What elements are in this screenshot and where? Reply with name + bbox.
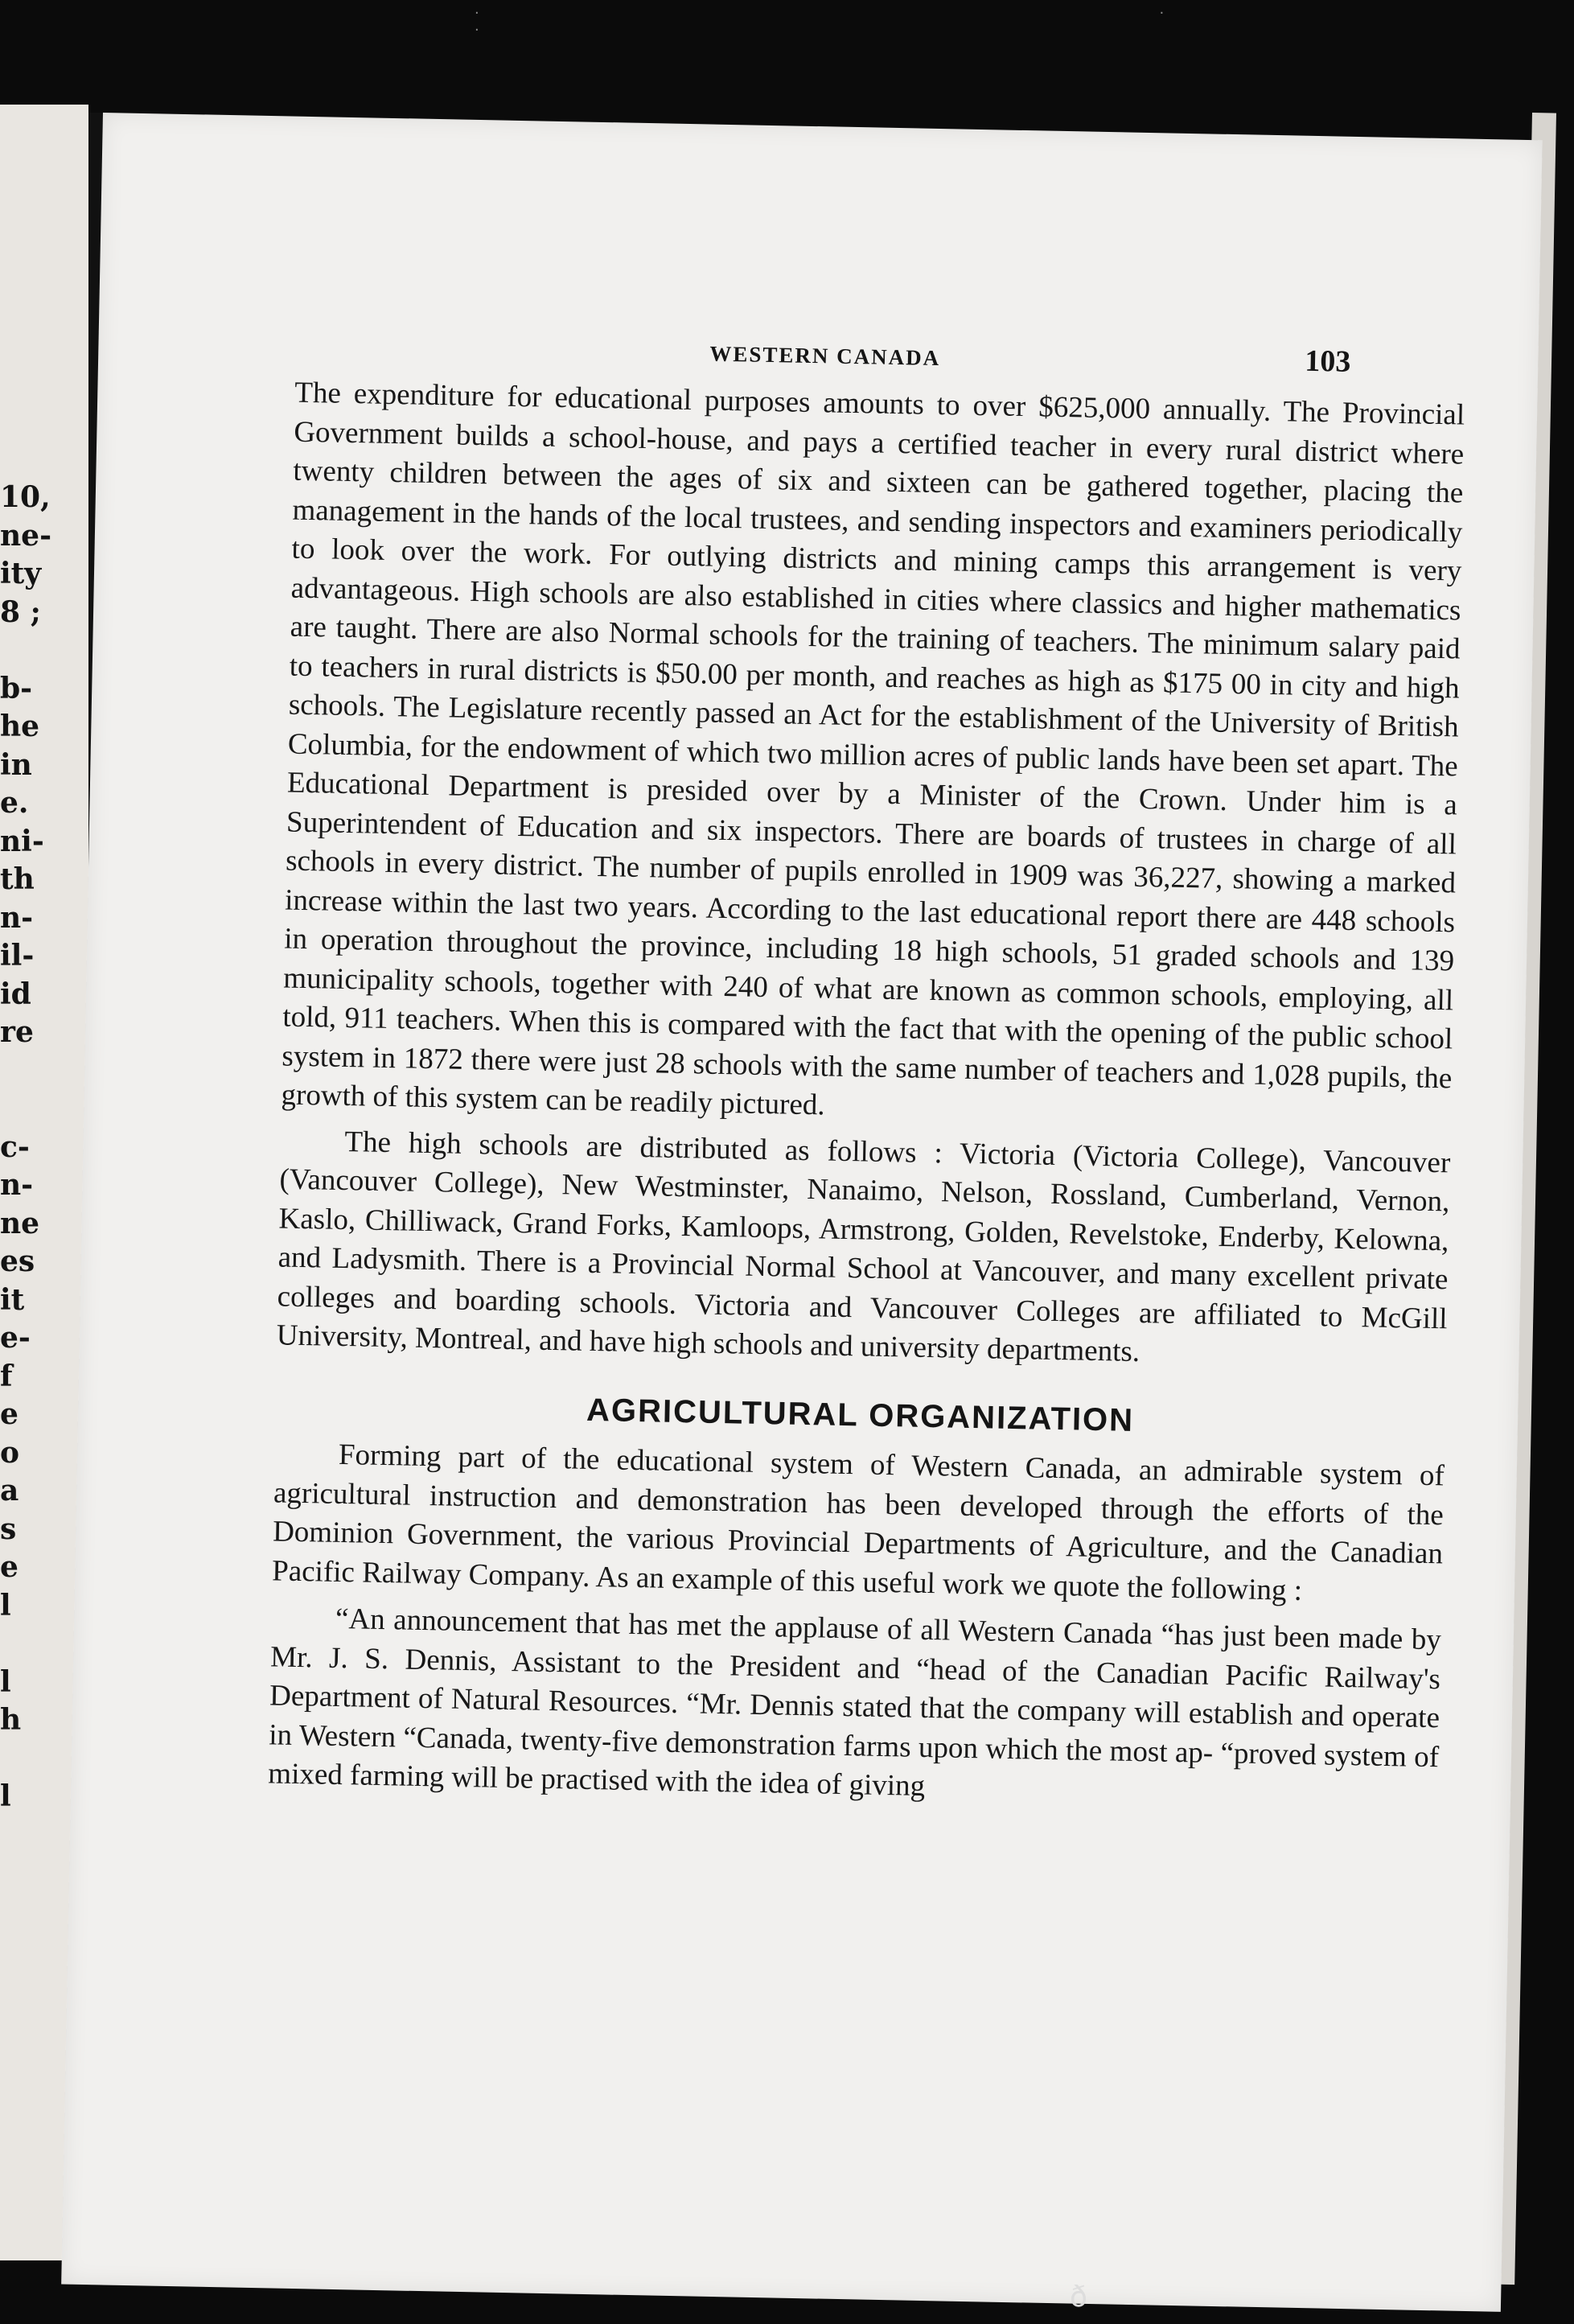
left-fragment <box>0 1625 84 1664</box>
left-fragment: e <box>0 1550 18 1584</box>
left-fragment: a <box>0 1474 19 1508</box>
paragraph-high-schools: The high schools are distributed as follows : Victoria (Victoria College), Vancouver (Vancouver College), New Westminster, Nanaimo, Nelson, Rossland, Cumberland, Vernon, Kaslo, Chilliwack, Grand Forks, Kamloops, Armstrong, Golden, Revelstoke, Enderby, Kelowna, and Ladysmith. There is a Provincial Normal School at Vancouver, and many excellent private colleges and boarding schools. Victoria and Vancouver Colleges are affiliated to McGill University, Montreal, and have high schools and university departments. <box>276 1125 1451 1369</box>
left-fragment: il- <box>0 939 35 973</box>
left-fragment <box>0 1090 84 1129</box>
left-fragment: 10, <box>0 480 51 514</box>
left-fragment: he <box>0 710 40 743</box>
left-fragment: id <box>0 977 31 1011</box>
left-fragment: e- <box>0 1321 31 1355</box>
left-fragment <box>0 631 84 670</box>
left-fragment: o <box>0 1435 20 1470</box>
left-fragment: ne- <box>0 518 52 553</box>
left-page-text-fragments <box>0 479 84 1816</box>
left-fragment <box>0 1052 84 1091</box>
running-head: WESTERN CANADA <box>709 341 941 371</box>
left-fragment: re <box>0 1015 34 1049</box>
left-fragment: c- <box>0 1129 30 1164</box>
left-fragment: ity <box>0 557 42 590</box>
left-fragment: e. <box>0 786 29 820</box>
page-body <box>268 374 1465 1816</box>
left-fragment: ne <box>0 1206 40 1240</box>
left-fragment: ni- <box>0 824 44 858</box>
left-fragment: l <box>0 1588 11 1623</box>
left-fragment: l <box>0 1664 11 1699</box>
left-fragment: l <box>0 1779 11 1813</box>
left-fragment: e <box>0 1397 18 1431</box>
section-heading: AGRICULTURAL ORGANIZATION <box>586 1392 1135 1438</box>
paragraph-education-expenditure: The expenditure for educational purposes amounts to over $625,000 annually. The Provincial Government builds a school-house, and pays a certified teacher in every rural district where twenty children between the ages of six and sixteen can be gathered together, placing the management in the hands of the local trustees, and sending inspectors and examiners periodically to look over the work. For outlying districts and mining camps this arrangement is very advantageous. High schools are also established in cities where classics and higher mathematics are taught. There are also Normal schools for the training of teachers. The minimum salary paid to teachers in rural districts is $50.00 per month, and reaches as high as $175 00 in city and high schools. The Legislature recently passed an Act for the establishment of the University of British Columbia, for the endowment of which two million acres of public lands have been set apart. The Educational Department is presided over by a Minister of the Crown. Under him is a Superintendent of Education and six inspectors. There are boards of trustees in charge of all schools in every district. The number of pupils enrolled in 1909 was 36,227, showing a marked increase within the last two years. According to the last educational report there are 448 schools in operation throughout the province, including 18 high schools, 51 graded schools and 139 municipality schools, together with 240 of what are known as common schools, employing, all told, 911 teachers. When this is compared with the fact that with the opening of the public school system in 1872 there were just 28 schools with the same number of teachers and 1,028 pupils, the growth of this system can be readily pictured. <box>281 376 1465 1122</box>
paragraph-quoted-announcement: “An announcement that has met the applause of all Western Canada “has just been made by Mr. J. S. Dennis, Assistant to the President and “head of the Canadian Pacific Railway's Department of Natural Resources. “Mr. Dennis stated that the company will establish and operate in Western “Canada, twenty-five demonstration farms upon which the most ap- “proved system of mixed farming will be practised with the idea of giving <box>268 1602 1442 1804</box>
left-fragment: in <box>0 747 32 782</box>
right-page <box>61 113 1543 2312</box>
left-fragment: f <box>0 1359 13 1393</box>
left-fragment: n- <box>0 1168 34 1202</box>
paragraph-agricultural-system: Forming part of the educational system of Western Canada, an admirable system of agricultural instruction and demonstration has been developed through the efforts of the Dominion Government, the various Provincial Departments of Agriculture, and the Canadian Pacific Railway Company. As an example of this useful work we quote the following : <box>271 1438 1445 1607</box>
left-fragment: s <box>0 1512 17 1546</box>
left-fragment: b- <box>0 671 33 705</box>
page-number: 103 <box>1304 343 1351 379</box>
left-fragment: th <box>0 862 35 896</box>
scan-artifact-mark: ð <box>1070 2281 1088 2314</box>
scan-artifact-dots: · · · <box>475 5 1502 39</box>
left-fragment: es <box>0 1244 35 1278</box>
left-fragment: n- <box>0 900 34 935</box>
left-fragment: 8 ; <box>0 594 41 629</box>
left-fragment: h <box>0 1703 22 1737</box>
left-fragment: it <box>0 1282 25 1317</box>
